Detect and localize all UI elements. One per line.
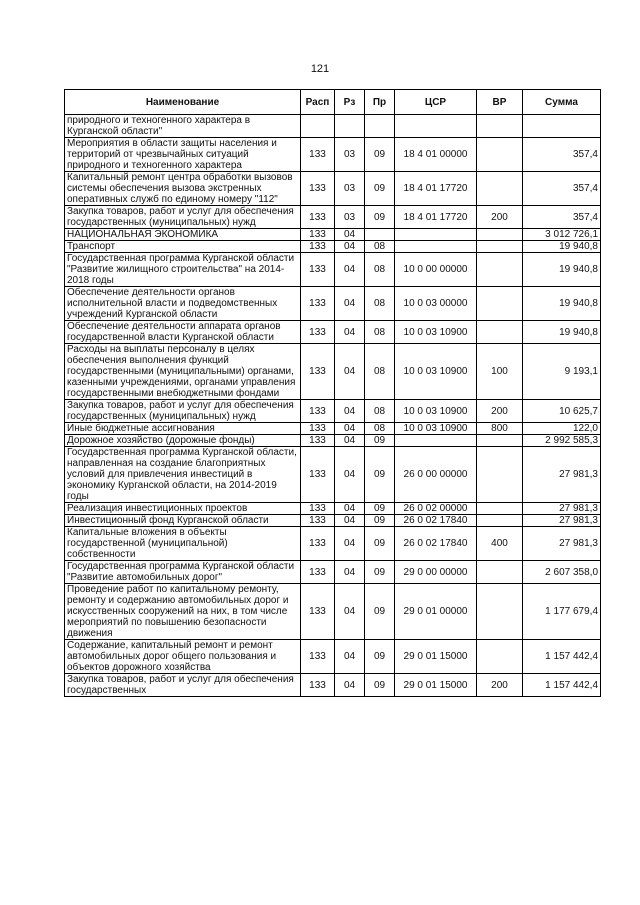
cell-vr: [477, 503, 523, 515]
cell-vr: [477, 229, 523, 241]
cell-pr: 09: [365, 640, 395, 674]
cell-rz: 04: [335, 515, 365, 527]
cell-rasp: 133: [301, 640, 335, 674]
page-number: 121: [310, 63, 330, 75]
cell-pr: [365, 229, 395, 241]
cell-rasp: 133: [301, 344, 335, 400]
cell-rz: 04: [335, 503, 365, 515]
cell-name: НАЦИОНАЛЬНАЯ ЭКОНОМИКА: [65, 229, 301, 241]
cell-rasp: 133: [301, 674, 335, 697]
cell-rz: 04: [335, 344, 365, 400]
cell-rz: 04: [335, 287, 365, 321]
cell-name: Государственная программа Курганской области "Развитие автомобильных дорог": [65, 561, 301, 584]
cell-rz: 04: [335, 561, 365, 584]
cell-vr: [477, 435, 523, 447]
cell-pr: 09: [365, 584, 395, 640]
column-header-name: Наименование: [65, 90, 301, 115]
column-header-pr: Пр: [365, 90, 395, 115]
cell-rasp: 133: [301, 241, 335, 253]
cell-pr: 09: [365, 138, 395, 172]
cell-csr: 26 0 02 17840: [395, 515, 477, 527]
table-row: [65, 435, 601, 447]
cell-name: Дорожное хозяйство (дорожные фонды): [65, 435, 301, 447]
cell-rasp: [301, 115, 335, 138]
cell-vr: 200: [477, 674, 523, 697]
cell-rz: 03: [335, 138, 365, 172]
cell-rasp: 133: [301, 253, 335, 287]
cell-csr: [395, 435, 477, 447]
cell-name: Расходы на выплаты персоналу в целях обеспечения выполнения функций государственными (муниципальными) органами, казенными учреждениями, органами управления государственными внебюджетными фондами: [65, 344, 301, 400]
cell-vr: [477, 172, 523, 206]
cell-csr: 10 0 03 10900: [395, 321, 477, 344]
cell-pr: [365, 115, 395, 138]
cell-vr: 800: [477, 423, 523, 435]
cell-sum: 2 992 585,3: [523, 435, 601, 447]
cell-name: Реализация инвестиционных проектов: [65, 503, 301, 515]
cell-rasp: 133: [301, 515, 335, 527]
cell-sum: 9 193,1: [523, 344, 601, 400]
cell-name: Закупка товаров, работ и услуг для обеспечения государственных (муниципальных) нужд: [65, 206, 301, 229]
cell-rasp: 133: [301, 287, 335, 321]
cell-sum: 10 625,7: [523, 400, 601, 423]
cell-rz: 04: [335, 435, 365, 447]
cell-rz: 04: [335, 584, 365, 640]
cell-sum: 357,4: [523, 138, 601, 172]
cell-rz: 04: [335, 253, 365, 287]
table-row: [65, 172, 601, 206]
cell-vr: [477, 321, 523, 344]
cell-name: Содержание, капитальный ремонт и ремонт автомобильных дорог общего пользования и объектов дорожного хозяйства: [65, 640, 301, 674]
cell-vr: [477, 561, 523, 584]
cell-name: Инвестиционный фонд Курганской области: [65, 515, 301, 527]
cell-csr: 29 0 00 00000: [395, 561, 477, 584]
cell-rasp: 133: [301, 527, 335, 561]
cell-pr: 08: [365, 423, 395, 435]
table-row: [65, 503, 601, 515]
cell-pr: 08: [365, 253, 395, 287]
cell-pr: 09: [365, 447, 395, 503]
cell-sum: 27 981,3: [523, 503, 601, 515]
table-row: [65, 515, 601, 527]
cell-rz: 04: [335, 674, 365, 697]
cell-sum: 19 940,8: [523, 241, 601, 253]
cell-rasp: 133: [301, 435, 335, 447]
table-row: [65, 640, 601, 674]
cell-sum: 1 177 679,4: [523, 584, 601, 640]
cell-name: Капитальные вложения в объекты государственной (муниципальной) собственности: [65, 527, 301, 561]
cell-pr: 08: [365, 321, 395, 344]
table-row: [65, 423, 601, 435]
cell-rasp: 133: [301, 400, 335, 423]
cell-name: Государственная программа Курганской области, направленная на создание благоприятных условий для привлечения инвестиций в экономику Курганской области, на 2014-2019 годы: [65, 447, 301, 503]
cell-rasp: 133: [301, 561, 335, 584]
table-row: [65, 241, 601, 253]
table-row: [65, 229, 601, 241]
cell-name: Транспорт: [65, 241, 301, 253]
cell-sum: 1 157 442,4: [523, 640, 601, 674]
cell-vr: [477, 584, 523, 640]
cell-rz: 04: [335, 447, 365, 503]
cell-csr: 29 0 01 00000: [395, 584, 477, 640]
table-body: [65, 115, 601, 697]
cell-name: Закупка товаров, работ и услуг для обеспечения государственных (муниципальных) нужд: [65, 400, 301, 423]
cell-csr: [395, 241, 477, 253]
cell-pr: 08: [365, 287, 395, 321]
column-header-sum: Сумма: [523, 90, 601, 115]
cell-rz: 04: [335, 640, 365, 674]
budget-table: [64, 89, 601, 697]
cell-csr: 26 0 00 00000: [395, 447, 477, 503]
cell-rz: 03: [335, 206, 365, 229]
cell-pr: 09: [365, 527, 395, 561]
column-header-vr: ВР: [477, 90, 523, 115]
cell-sum: 19 940,8: [523, 253, 601, 287]
cell-csr: 26 0 02 17840: [395, 527, 477, 561]
table-row: [65, 447, 601, 503]
cell-rasp: 133: [301, 172, 335, 206]
table-row: [65, 287, 601, 321]
cell-vr: 400: [477, 527, 523, 561]
cell-vr: [477, 287, 523, 321]
cell-rz: 04: [335, 423, 365, 435]
cell-csr: 10 0 03 00000: [395, 287, 477, 321]
cell-sum: 19 940,8: [523, 321, 601, 344]
cell-sum: 1 157 442,4: [523, 674, 601, 697]
cell-rz: 04: [335, 527, 365, 561]
table-row: [65, 253, 601, 287]
table-row: [65, 584, 601, 640]
column-header-csr: ЦСР: [395, 90, 477, 115]
cell-csr: 10 0 03 10900: [395, 423, 477, 435]
cell-rasp: 133: [301, 321, 335, 344]
cell-rasp: 133: [301, 584, 335, 640]
cell-sum: 27 981,3: [523, 447, 601, 503]
cell-pr: 08: [365, 344, 395, 400]
column-header-rasp: Расп: [301, 90, 335, 115]
table-row: [65, 674, 601, 697]
cell-csr: 29 0 01 15000: [395, 674, 477, 697]
table-row: [65, 400, 601, 423]
cell-csr: 10 0 00 00000: [395, 253, 477, 287]
cell-rasp: 133: [301, 423, 335, 435]
column-header-rz: Рз: [335, 90, 365, 115]
table-header-row: [65, 90, 601, 115]
cell-pr: 09: [365, 503, 395, 515]
table-row: [65, 561, 601, 584]
cell-csr: 29 0 01 15000: [395, 640, 477, 674]
cell-csr: [395, 229, 477, 241]
cell-sum: 27 981,3: [523, 515, 601, 527]
cell-vr: 200: [477, 400, 523, 423]
cell-sum: 3 012 726,1: [523, 229, 601, 241]
cell-pr: 08: [365, 400, 395, 423]
cell-name: Закупка товаров, работ и услуг для обеспечения государственных: [65, 674, 301, 697]
cell-vr: [477, 447, 523, 503]
cell-sum: [523, 115, 601, 138]
cell-name: Мероприятия в области защиты населения и территорий от чрезвычайных ситуаций природного и техногенного характера: [65, 138, 301, 172]
cell-sum: 27 981,3: [523, 527, 601, 561]
cell-csr: 10 0 03 10900: [395, 344, 477, 400]
cell-name: Иные бюджетные ассигнования: [65, 423, 301, 435]
cell-csr: 26 0 02 00000: [395, 503, 477, 515]
cell-sum: 357,4: [523, 206, 601, 229]
cell-rasp: 133: [301, 138, 335, 172]
cell-pr: 09: [365, 435, 395, 447]
cell-rz: 04: [335, 241, 365, 253]
cell-name: Обеспечение деятельности органов исполнительной власти и подведомственных учреждений Курганской области: [65, 287, 301, 321]
cell-rz: 04: [335, 400, 365, 423]
cell-rasp: 133: [301, 206, 335, 229]
table-row: [65, 138, 601, 172]
cell-pr: 09: [365, 561, 395, 584]
table-row: [65, 344, 601, 400]
cell-name: Капитальный ремонт центра обработки вызовов системы обеспечения вызова экстренных оперативных служб по единому номеру "112": [65, 172, 301, 206]
cell-sum: 122,0: [523, 423, 601, 435]
cell-vr: 100: [477, 344, 523, 400]
cell-name: природного и техногенного характера в Курганской области": [65, 115, 301, 138]
table-row: [65, 115, 601, 138]
cell-sum: 2 607 358,0: [523, 561, 601, 584]
cell-pr: 08: [365, 241, 395, 253]
cell-pr: 09: [365, 674, 395, 697]
cell-vr: [477, 515, 523, 527]
cell-name: Государственная программа Курганской области "Развитие жилищного строительства" на 2014-2018 годы: [65, 253, 301, 287]
cell-csr: 18 4 01 17720: [395, 172, 477, 206]
cell-vr: [477, 241, 523, 253]
cell-rz: 04: [335, 321, 365, 344]
table-row: [65, 321, 601, 344]
cell-rz: [335, 115, 365, 138]
cell-sum: 19 940,8: [523, 287, 601, 321]
cell-csr: 10 0 03 10900: [395, 400, 477, 423]
cell-vr: 200: [477, 206, 523, 229]
cell-sum: 357,4: [523, 172, 601, 206]
cell-rz: 04: [335, 229, 365, 241]
cell-rasp: 133: [301, 503, 335, 515]
cell-vr: [477, 138, 523, 172]
cell-pr: 09: [365, 172, 395, 206]
cell-csr: 18 4 01 00000: [395, 138, 477, 172]
cell-csr: [395, 115, 477, 138]
cell-name: Проведение работ по капитальному ремонту, ремонту и содержанию автомобильных дорог и искусственных сооружений на них, в том числе мероприятий по повышению безопасности движения: [65, 584, 301, 640]
cell-csr: 18 4 01 17720: [395, 206, 477, 229]
table-row: [65, 206, 601, 229]
cell-vr: [477, 115, 523, 138]
cell-vr: [477, 253, 523, 287]
cell-vr: [477, 640, 523, 674]
cell-pr: 09: [365, 515, 395, 527]
cell-pr: 09: [365, 206, 395, 229]
cell-rz: 03: [335, 172, 365, 206]
cell-rasp: 133: [301, 447, 335, 503]
cell-name: Обеспечение деятельности аппарата органов государственной власти Курганской области: [65, 321, 301, 344]
cell-rasp: 133: [301, 229, 335, 241]
table-row: [65, 527, 601, 561]
